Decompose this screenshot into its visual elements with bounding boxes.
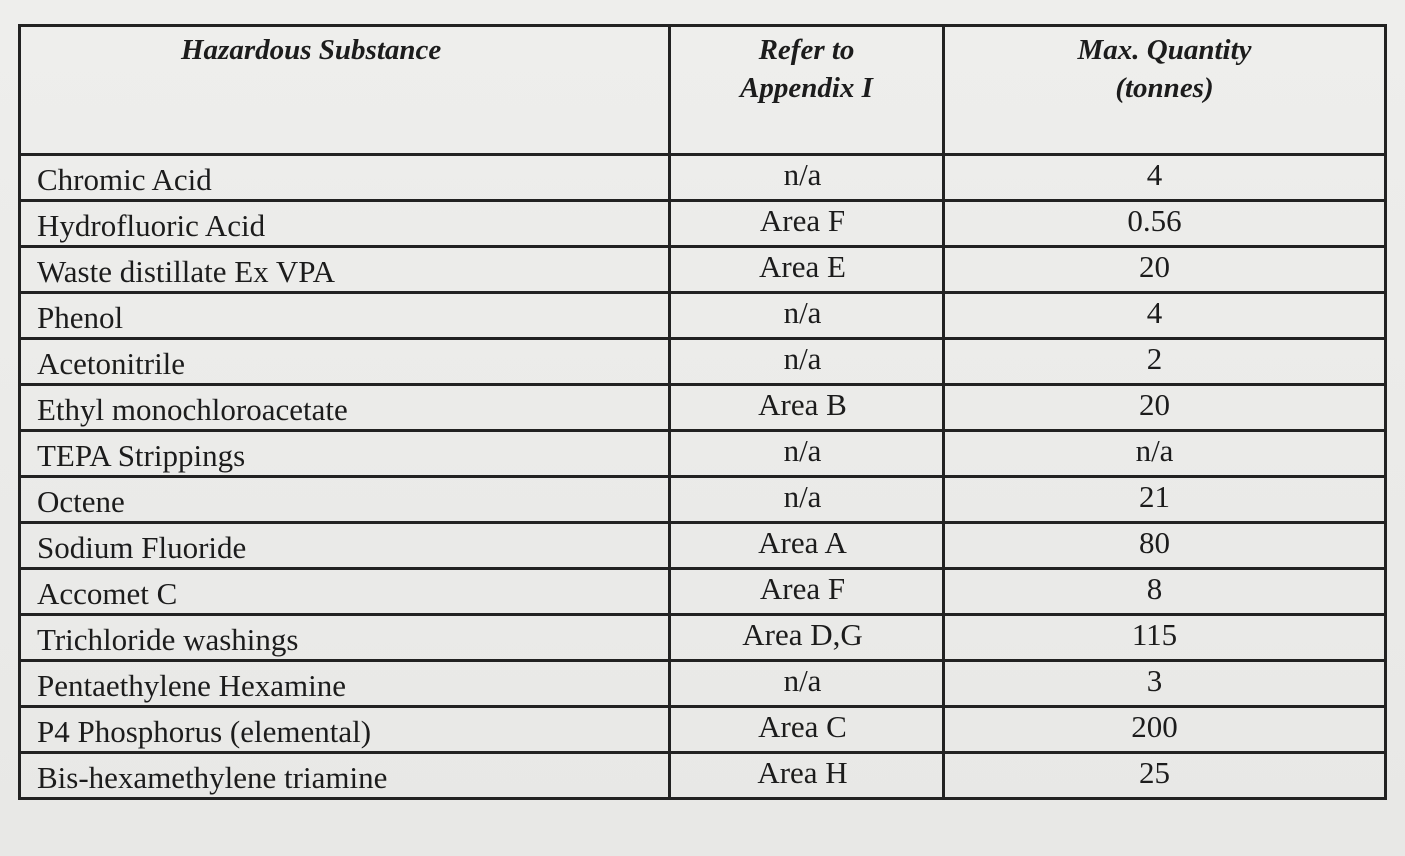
cell-appendix: n/a: [670, 431, 944, 477]
cell-quantity: 8: [944, 569, 1386, 615]
cell-substance: Octene: [20, 477, 670, 523]
table-header-row: [20, 26, 1386, 155]
cell-quantity: 200: [944, 707, 1386, 753]
header-substance-label: Hazardous Substance: [181, 34, 442, 66]
table-row: [20, 661, 1386, 707]
cell-quantity: n/a: [944, 431, 1386, 477]
hazardous-substances-table: [18, 24, 1387, 800]
cell-substance: Trichloride washings: [20, 615, 670, 661]
cell-quantity: 115: [944, 615, 1386, 661]
cell-substance: Pentaethylene Hexamine: [20, 661, 670, 707]
cell-substance: Ethyl monochloroacetate: [20, 385, 670, 431]
header-appendix-line1: Refer to: [758, 34, 855, 66]
cell-substance: Waste distillate Ex VPA: [20, 247, 670, 293]
cell-quantity: 2: [944, 339, 1386, 385]
cell-substance: Accomet C: [20, 569, 670, 615]
cell-quantity: 25: [944, 753, 1386, 799]
header-max-quantity: [944, 26, 1386, 155]
cell-quantity: 21: [944, 477, 1386, 523]
cell-appendix: Area A: [670, 523, 944, 569]
cell-appendix: Area D,G: [670, 615, 944, 661]
cell-quantity: 4: [944, 293, 1386, 339]
cell-appendix: n/a: [670, 661, 944, 707]
cell-appendix: n/a: [670, 339, 944, 385]
table-row: [20, 523, 1386, 569]
table-row: [20, 385, 1386, 431]
cell-substance: TEPA Strippings: [20, 431, 670, 477]
header-appendix-line2: Appendix I: [740, 72, 873, 104]
table-row: [20, 155, 1386, 201]
header-quantity-line1: Max. Quantity: [1077, 34, 1252, 66]
header-quantity-line2: (tonnes): [1115, 72, 1214, 104]
header-refer-to-appendix: [670, 26, 944, 155]
table-row: [20, 569, 1386, 615]
table-row: [20, 201, 1386, 247]
cell-appendix: Area C: [670, 707, 944, 753]
cell-substance: Bis-hexamethylene triamine: [20, 753, 670, 799]
cell-appendix: n/a: [670, 477, 944, 523]
cell-appendix: Area E: [670, 247, 944, 293]
cell-appendix: Area F: [670, 201, 944, 247]
table-row: [20, 339, 1386, 385]
cell-substance: Acetonitrile: [20, 339, 670, 385]
cell-quantity: 0.56: [944, 201, 1386, 247]
cell-quantity: 80: [944, 523, 1386, 569]
cell-substance: Hydrofluoric Acid: [20, 201, 670, 247]
cell-quantity: 4: [944, 155, 1386, 201]
table-row: [20, 615, 1386, 661]
table-row: [20, 247, 1386, 293]
cell-substance: Phenol: [20, 293, 670, 339]
cell-quantity: 20: [944, 385, 1386, 431]
cell-substance: Chromic Acid: [20, 155, 670, 201]
table-row: [20, 477, 1386, 523]
table-row: [20, 753, 1386, 799]
table-row: [20, 431, 1386, 477]
table-row: [20, 707, 1386, 753]
cell-appendix: Area F: [670, 569, 944, 615]
cell-appendix: Area B: [670, 385, 944, 431]
table-row: [20, 293, 1386, 339]
cell-quantity: 20: [944, 247, 1386, 293]
cell-appendix: n/a: [670, 155, 944, 201]
cell-substance: P4 Phosphorus (elemental): [20, 707, 670, 753]
cell-quantity: 3: [944, 661, 1386, 707]
cell-appendix: Area H: [670, 753, 944, 799]
cell-substance: Sodium Fluoride: [20, 523, 670, 569]
cell-appendix: n/a: [670, 293, 944, 339]
header-hazardous-substance: [20, 26, 670, 155]
